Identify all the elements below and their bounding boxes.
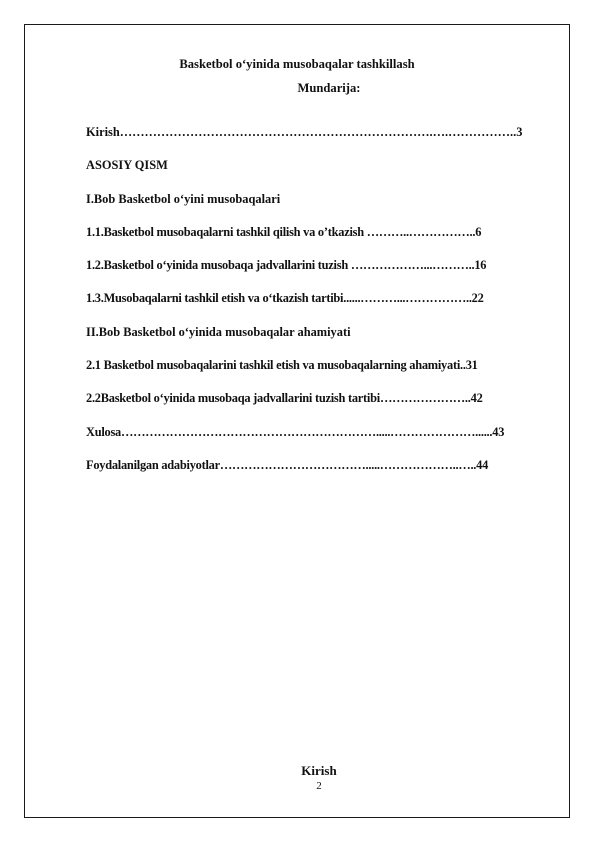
toc-entry-section-1-2: 1.2.Basketbol o‘yinida musobaqa jadvallarini tuzish ………………...………..16: [86, 259, 487, 273]
toc-entry-chapter-2: II.Bob Basketbol o‘yinida musobaqalar ahamiyati: [86, 325, 351, 339]
document-title: Basketbol o‘yinida musobaqalar tashkillash: [179, 57, 415, 71]
table-of-contents: [86, 126, 552, 492]
toc-entry-section-2-2: 2.2Basketbol o‘yinida musobaqa jadvallarini tuzish tartibi…………………..42: [86, 392, 483, 406]
page-number: 2: [316, 780, 322, 792]
toc-entry-introduction: Kirish………………………………………………………………….….……………..3: [86, 126, 523, 139]
toc-entry-references: Foydalanilgan adabiyotlar……………………………….....………………..…..44: [86, 458, 489, 472]
toc-entry-conclusion: Xulosa……………………………………………………….....…………………......43: [86, 425, 505, 439]
next-section-heading: Kirish: [301, 763, 337, 778]
toc-entry-section-1-3: 1.3.Musobaqalarni tashkil etish va o‘tkazish tartibi......………...……………..22: [86, 292, 484, 306]
toc-entry-section-2-1: 2.1 Basketbol musobaqalarini tashkil etish va musobaqalarning ahamiyati..31: [86, 359, 478, 373]
toc-entry-main-part: ASOSIY QISM: [86, 159, 168, 173]
toc-entry-chapter-1: I.Bob Basketbol o‘yini musobaqalari: [86, 192, 281, 206]
table-of-contents-heading: Mundarija:: [297, 81, 361, 95]
toc-entry-section-1-1: 1.1.Basketbol musobaqalarni tashkil qilish va o’tkazish ………..……………..6: [86, 225, 482, 239]
